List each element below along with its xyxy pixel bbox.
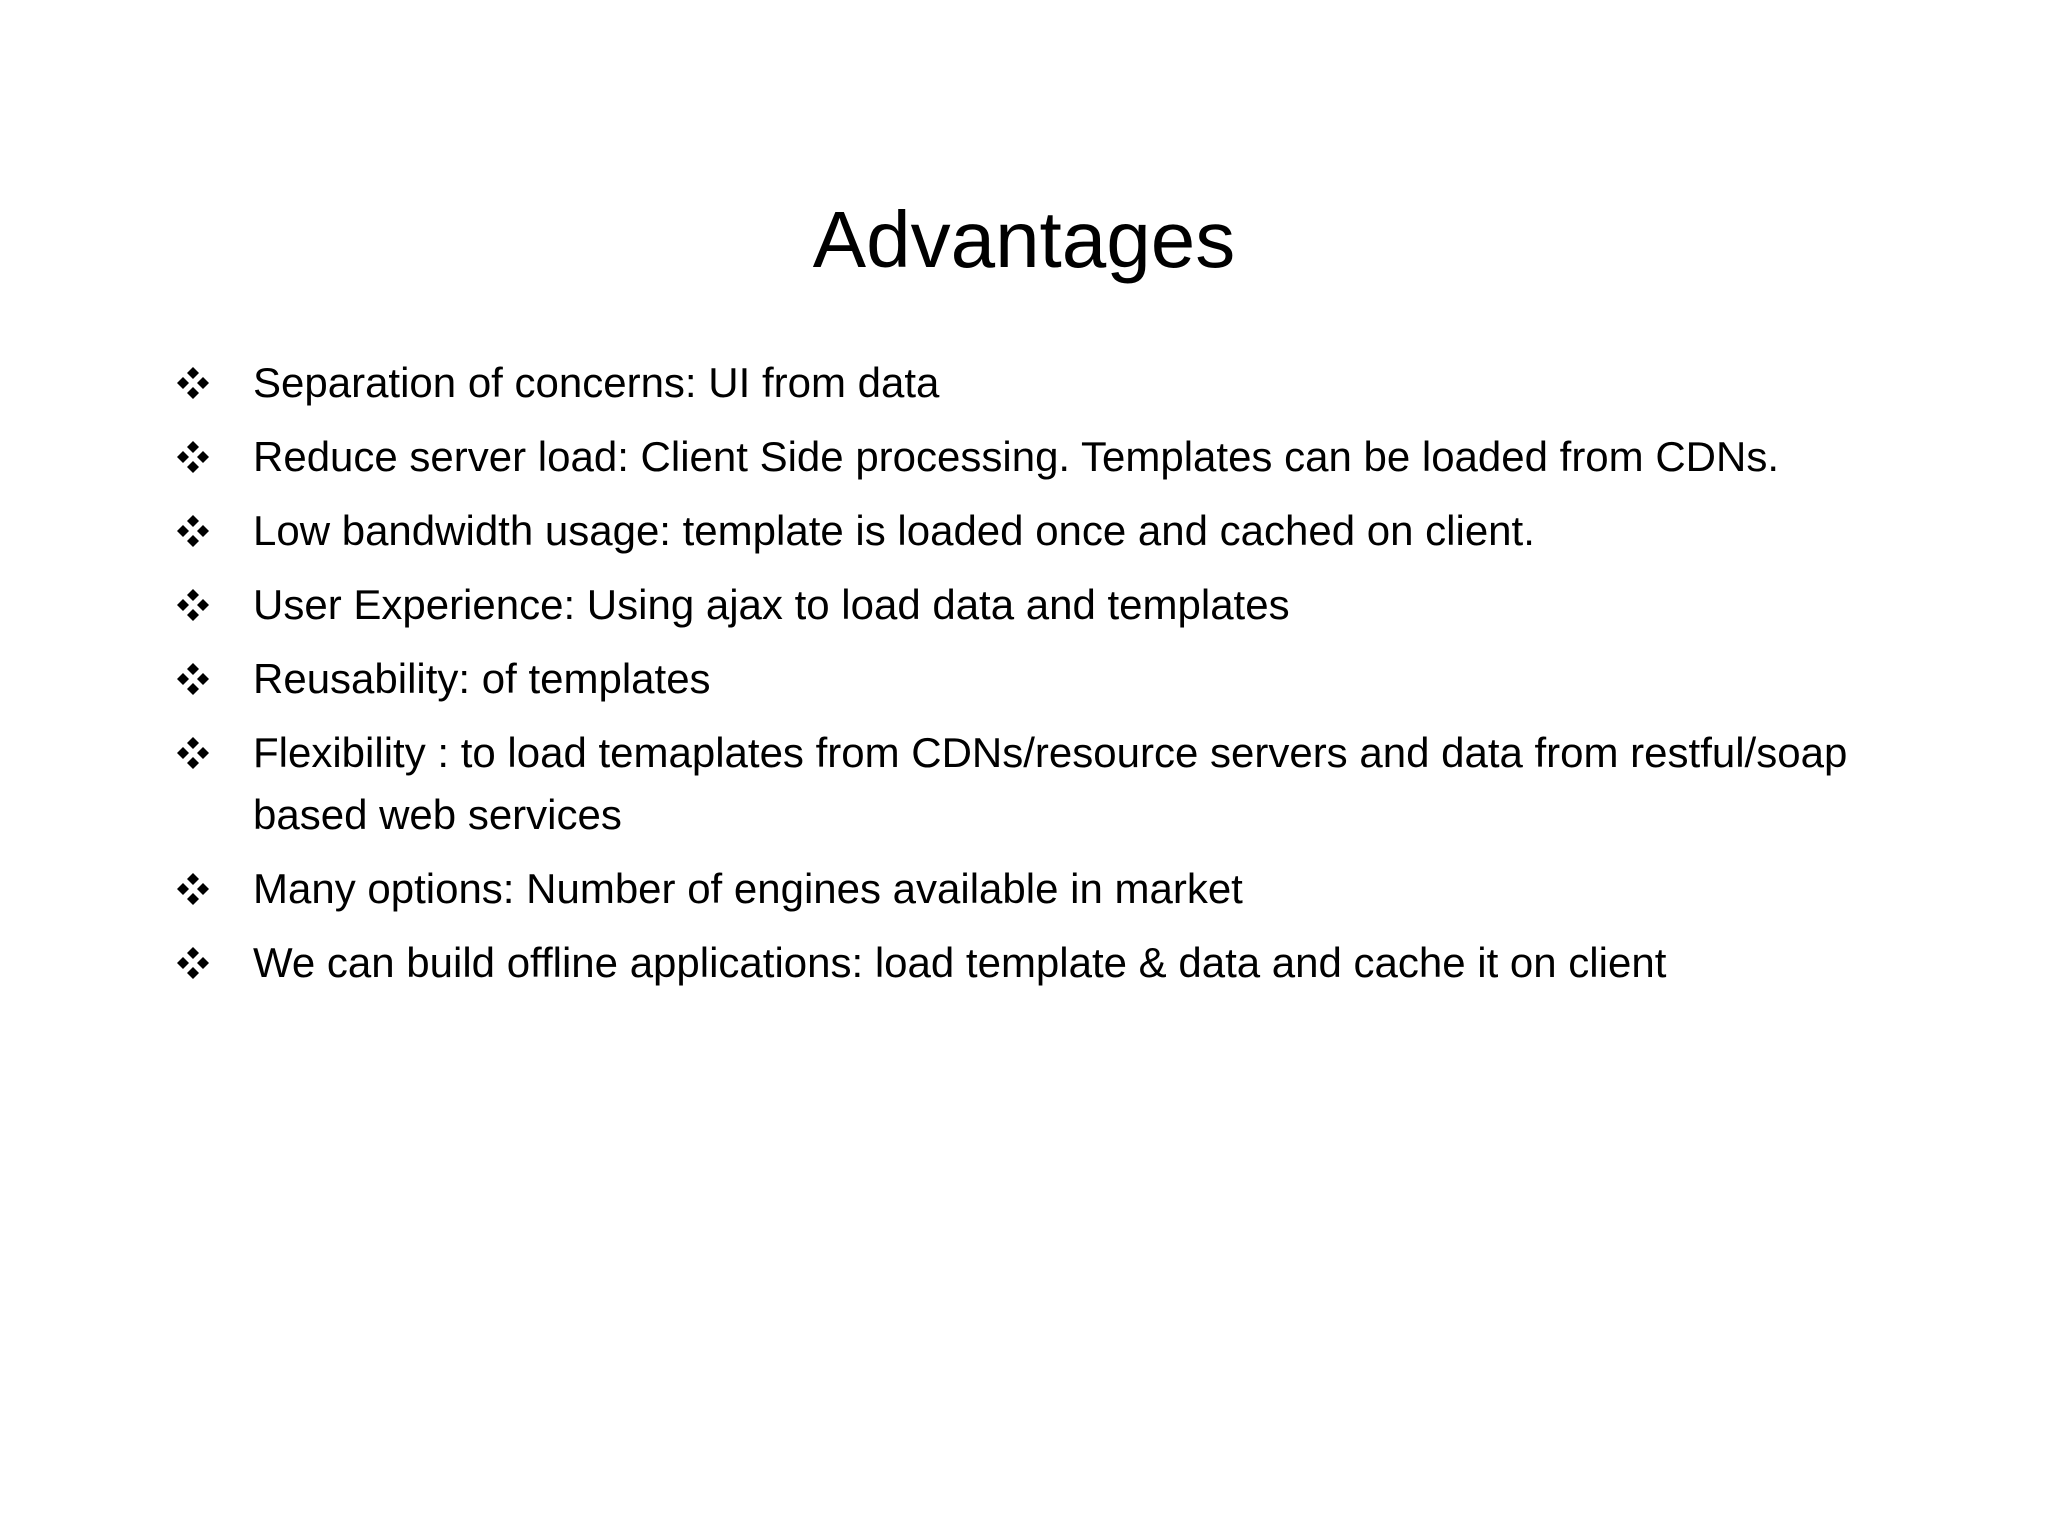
bullet-text: Reusability: of templates (253, 655, 711, 702)
bullet-text: Many options: Number of engines available in market (253, 865, 1243, 912)
four-diamond-bullet-icon (175, 587, 211, 623)
list-item (175, 648, 1955, 710)
bullet-text: Flexibility : to load temaplates from CDNs/resource servers and data from restful/soap based web services (253, 729, 1848, 838)
four-diamond-bullet-icon (175, 945, 211, 981)
list-item (175, 722, 1955, 846)
list-item (175, 352, 1955, 414)
four-diamond-bullet-icon (175, 661, 211, 697)
four-diamond-bullet-icon (175, 513, 211, 549)
bullet-text: User Experience: Using ajax to load data and templates (253, 581, 1290, 628)
bullet-text: Separation of concerns: UI from data (253, 359, 940, 406)
bullet-text: Reduce server load: Client Side processing. Templates can be loaded from CDNs. (253, 433, 1779, 480)
list-item (175, 932, 1955, 994)
slide-title: Advantages (812, 195, 1236, 284)
four-diamond-bullet-icon (175, 439, 211, 475)
four-diamond-bullet-icon (175, 735, 211, 771)
bullet-text: Low bandwidth usage: template is loaded once and cached on client. (253, 507, 1535, 554)
four-diamond-bullet-icon (175, 365, 211, 401)
list-item (175, 426, 1955, 488)
bullet-text: We can build offline applications: load template & data and cache it on client (253, 939, 1667, 986)
list-item (175, 858, 1955, 920)
bullet-list (175, 352, 1955, 1006)
four-diamond-bullet-icon (175, 871, 211, 907)
list-item (175, 574, 1955, 636)
list-item (175, 500, 1955, 562)
